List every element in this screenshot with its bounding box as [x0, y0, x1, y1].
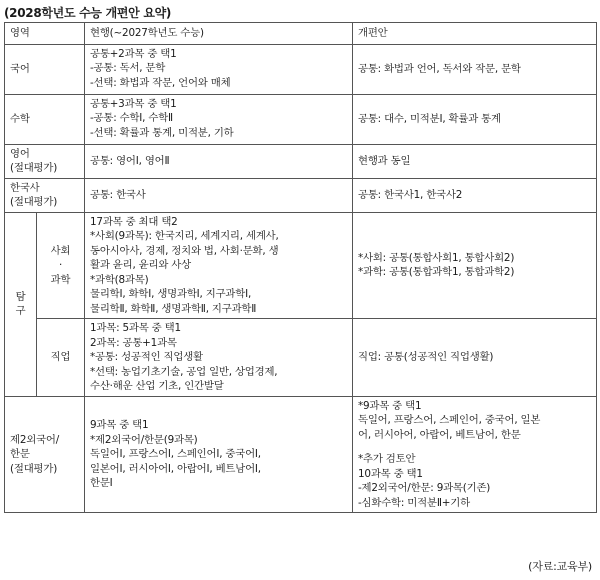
current-history: 공통: 한국사 — [85, 178, 353, 212]
row-korean — [5, 44, 597, 94]
area-math: 수학 — [5, 94, 85, 144]
source-note: (자료:교육부) — [528, 560, 592, 573]
reform-math: 공통: 대수, 미적분Ⅰ, 확률과 통계 — [353, 94, 597, 144]
current-social-science: 17과목 중 최대 택2 *사회(9과목): 한국지리, 세계지리, 세계사, 동아시아사, 경제, 정치와 법, 사회·문화, 생 활과 윤리, 윤리와 사상 *과학(8과목) 물리학Ⅰ, 화학Ⅰ, 생명과학Ⅰ, 지구과학Ⅰ, 물리학Ⅱ, 화학Ⅱ, 생명과학Ⅱ, 지구과학Ⅱ — [85, 212, 353, 319]
header-area: 영역 — [5, 23, 85, 45]
header-current: 현행(~2027학년도 수능) — [85, 23, 353, 45]
current-english: 공통: 영어Ⅰ, 영어Ⅱ — [85, 144, 353, 178]
row-inquiry-social-science — [5, 212, 597, 319]
sub-area-vocational: 직업 — [37, 319, 85, 397]
area-inquiry: 탐 구 — [5, 212, 37, 396]
spacer — [358, 442, 591, 452]
area-korean: 국어 — [5, 44, 85, 94]
reform-summary-table — [4, 22, 597, 513]
header-reform: 개편안 — [353, 23, 597, 45]
reform-english: 현행과 동일 — [353, 144, 597, 178]
row-inquiry-vocational — [5, 319, 597, 397]
reform-korean: 공통: 화법과 언어, 독서와 작문, 문학 — [353, 44, 597, 94]
document-title: (2028학년도 수능 개편안 요약) — [4, 6, 172, 20]
reform-history: 공통: 한국사1, 한국사2 — [353, 178, 597, 212]
reform-vocational: 직업: 공통(성공적인 직업생활) — [353, 319, 597, 397]
reform-foreign-language: *9과목 중 택1 독일어, 프랑스어, 스페인어, 중국어, 일본 어, 러시아어, 아랍어, 베트남어, 한문 *추가 검토안 10과목 중 택1 -제2외국어/한문: 9과목(기존) -심화수학: 미적분Ⅱ+기하 — [353, 396, 597, 513]
current-math: 공통+3과목 중 택1 -공통: 수학Ⅰ, 수학Ⅱ -선택: 확률과 통계, 미적분, 기하 — [85, 94, 353, 144]
current-vocational: 1과목: 5과목 중 택1 2과목: 공통+1과목 *공통: 성공적인 직업생활 *선택: 농업기초기술, 공업 일반, 상업경제, 수산·해운 산업 기초, 인간발달 — [85, 319, 353, 397]
header-row — [5, 23, 597, 45]
row-math — [5, 94, 597, 144]
row-history — [5, 178, 597, 212]
current-foreign-language: 9과목 중 택1 *제2외국어/한문(9과목) 독일어Ⅰ, 프랑스어Ⅰ, 스페인어Ⅰ, 중국어Ⅰ, 일본어Ⅰ, 러시아어Ⅰ, 아랍어Ⅰ, 베트남어Ⅰ, 한문Ⅰ — [85, 396, 353, 513]
area-history: 한국사 (절대평가) — [5, 178, 85, 212]
current-korean: 공통+2과목 중 택1 -공통: 독서, 문학 -선택: 화법과 작문, 언어와 매체 — [85, 44, 353, 94]
row-english — [5, 144, 597, 178]
sub-area-social-science: 사회 · 과학 — [37, 212, 85, 319]
reform-social-science: *사회: 공통(통합사회1, 통합사회2) *과학: 공통(통합과학1, 통합과학2) — [353, 212, 597, 319]
area-english: 영어 (절대평가) — [5, 144, 85, 178]
row-foreign-language — [5, 396, 597, 513]
area-foreign-language: 제2외국어/ 한문 (절대평가) — [5, 396, 85, 513]
